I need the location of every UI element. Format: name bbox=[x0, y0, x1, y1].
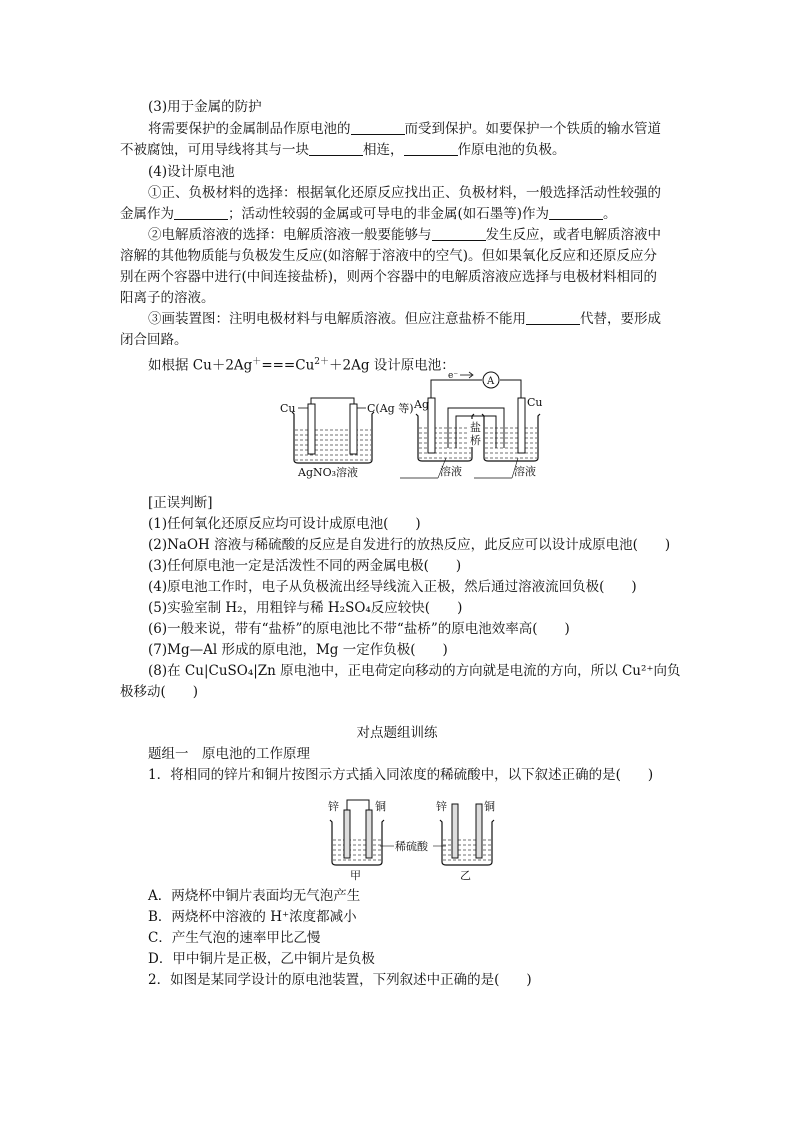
judgement-item: 极移动( ) bbox=[120, 684, 199, 700]
section4-p2-line2: 溶解的其他物质能与负极发生反应(如溶解于溶液中的空气)。但如果氧化反应和还原反应分 bbox=[120, 248, 658, 264]
label-copper: 铜 bbox=[375, 800, 386, 813]
section3-line2: 不被腐蚀，可用导线将其与一块 相连， 作原电池的负极。 bbox=[120, 142, 566, 158]
section4-p1-line2: 金属作为 ；活动性较弱的金属或可导电的非金属(如石墨等)作为 。 bbox=[120, 206, 617, 222]
salt-bridge-cell bbox=[400, 371, 543, 478]
section3-heading: (3)用于金属的防护 bbox=[148, 99, 262, 115]
question-group-heading: 题组一 原电池的工作原理 bbox=[148, 746, 310, 762]
question-2: 2．如图是某同学设计的原电池装置，下列叙述中正确的是( ) bbox=[148, 972, 532, 988]
judgement-item: (1)任何氧化还原反应均可设计成原电池( ) bbox=[148, 516, 421, 532]
option-b: B．两烧杯中溶液的 H⁺浓度都减小 bbox=[148, 909, 357, 925]
label-dilute-sulfuric-acid: 稀硫酸 bbox=[395, 840, 428, 853]
option-c: C．产生气泡的速率甲比乙慢 bbox=[148, 930, 321, 946]
question-1: 1．将相同的锌片和铜片按图示方式插入同浓度的稀硫酸中，以下叙述正确的是( ) bbox=[148, 767, 654, 783]
label-salt-bridge-1: 盐 bbox=[470, 421, 481, 434]
label-carbon-electrode: C(Ag 等) bbox=[367, 402, 414, 415]
judgement-item: (3)任何原电池一定是活泼性不同的两金属电极( ) bbox=[148, 558, 462, 574]
judgement-heading: [正误判断] bbox=[148, 495, 213, 511]
label-left-solution: 溶液 bbox=[440, 465, 462, 478]
section4-p3-line2: 闭合回路。 bbox=[120, 332, 188, 348]
section4-heading: (4)设计原电池 bbox=[148, 164, 235, 180]
option-a: A．两烧杯中铜片表面均无气泡产生 bbox=[148, 888, 361, 904]
section3-line1: 将需要保护的金属制品作原电池的 而受到保护。如要保护一个铁质的输水管道 bbox=[148, 121, 661, 137]
judgement-item: (7)Mg—Al 形成的原电池，Mg 一定作负极( ) bbox=[148, 642, 448, 658]
label-zinc: 锌 bbox=[328, 800, 339, 813]
label-electron: e⁻ bbox=[448, 371, 459, 381]
practice-title: 对点题组训练 bbox=[356, 725, 438, 741]
judgement-item: (5)实验室制 H₂，用粗锌与稀 H₂SO₄反应较快( ) bbox=[148, 600, 463, 616]
judgement-item: (4)原电池工作时，电子从负极流出经导线流入正极，然后通过溶液流回负极( ) bbox=[148, 579, 637, 595]
reaction-example: 如根据 $Cu+2Ag^+===Cu^{2+}+2Ag$ 设计原电池： bbox=[148, 357, 455, 374]
section4-p1-line1: ①正、负极材料的选择：根据氧化还原反应找出正、负极材料，一般选择活动性较强的 bbox=[148, 185, 661, 201]
label-agno3-solution: AgNO₃溶液 bbox=[298, 466, 359, 479]
beaker-jia bbox=[328, 799, 386, 882]
label-yi: 乙 bbox=[460, 869, 471, 882]
answer-blank bbox=[174, 205, 228, 220]
section4-p2-line3: 别在两个容器中进行(中间连接盐桥)，则两个容器中的电解质溶液应选择与电极材料相同的 bbox=[120, 269, 658, 285]
label-cu-electrode: Cu bbox=[280, 402, 296, 415]
beaker-yi bbox=[436, 799, 495, 882]
label-salt-bridge-2: 桥 bbox=[470, 434, 481, 447]
answer-blank bbox=[404, 141, 458, 156]
section4-p3-line1: ③画装置图：注明电极材料与电解质溶液。但应注意盐桥不能用 代替，要形成 bbox=[148, 311, 661, 327]
option-d: D．甲中铜片是正极，乙中铜片是负极 bbox=[148, 951, 375, 967]
judgement-item: (6)一般来说，带有“盐桥”的原电池比不带“盐桥”的原电池效率高( ) bbox=[148, 621, 570, 637]
label-zinc: 锌 bbox=[436, 800, 447, 813]
zinc-copper-figure bbox=[320, 790, 510, 882]
single-beaker-cell bbox=[280, 398, 413, 479]
section4-p2-line4: 阳离子的溶液。 bbox=[120, 290, 215, 306]
label-ammeter: A bbox=[487, 376, 495, 387]
label-copper: 铜 bbox=[484, 800, 495, 813]
label-jia: 甲 bbox=[350, 869, 361, 882]
judgement-item: (8)在 Cu|CuSO₄|Zn 原电池中，正电荷定向移动的方向就是电流的方向，所以 Cu²⁺向负 bbox=[148, 663, 681, 679]
answer-blank bbox=[351, 120, 405, 135]
section4-p2-line1: ②电解质溶液的选择：电解质溶液一般要能够与 发生反应，或者电解质溶液中 bbox=[148, 227, 661, 243]
label-ag-electrode: Ag bbox=[414, 398, 429, 411]
label-right-solution: 溶液 bbox=[514, 465, 536, 478]
answer-blank bbox=[549, 205, 603, 220]
answer-blank bbox=[526, 310, 580, 325]
answer-blank bbox=[432, 226, 486, 241]
label-cu-electrode-right: Cu bbox=[527, 396, 543, 409]
judgement-item: (2)NaOH 溶液与稀硫酸的反应是自发进行的放热反应，此反应可以设计成原电池( ) bbox=[148, 537, 671, 553]
galvanic-cell-figure bbox=[270, 368, 560, 486]
answer-blank bbox=[309, 141, 363, 156]
